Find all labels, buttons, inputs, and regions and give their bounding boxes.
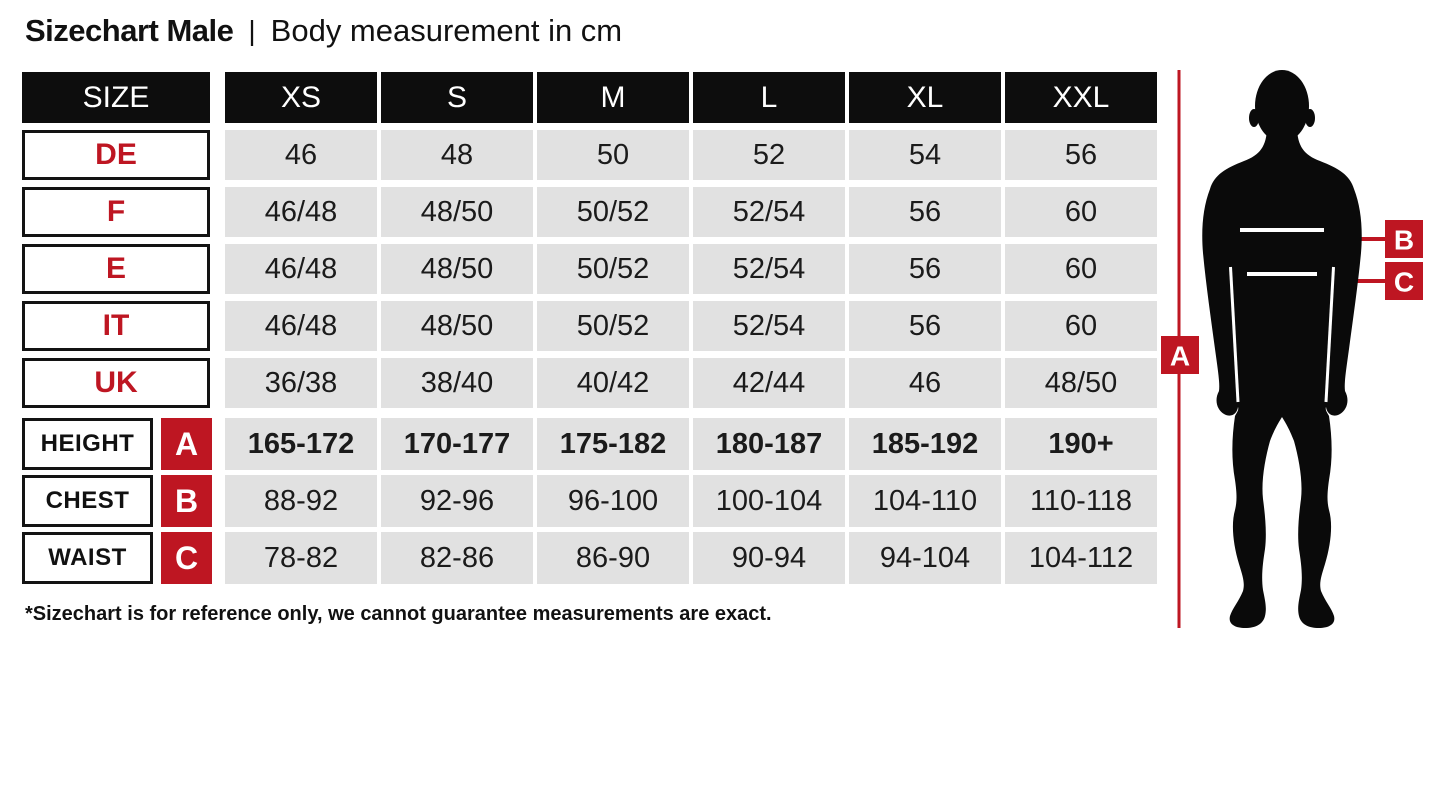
row-label-height: HEIGHT <box>22 418 153 470</box>
cell-e-m: 50/52 <box>537 244 689 294</box>
figure-label-c: C <box>1393 266 1415 298</box>
cell-f-m: 50/52 <box>537 187 689 237</box>
cell-e-xl: 56 <box>849 244 1001 294</box>
sizechart-table <box>22 72 1157 589</box>
table-row-height <box>22 418 1157 470</box>
body-shape <box>1202 70 1361 628</box>
cell-de-xl: 54 <box>849 130 1001 180</box>
cell-de-m: 50 <box>537 130 689 180</box>
cell-f-l: 52/54 <box>693 187 845 237</box>
cell-uk-m: 40/42 <box>537 358 689 408</box>
table-row-de <box>22 130 1157 180</box>
cell-de-xxl: 56 <box>1005 130 1157 180</box>
cell-it-s: 48/50 <box>381 301 533 351</box>
page-title <box>25 13 622 49</box>
figure-label-a: A <box>1169 340 1191 372</box>
table-row-uk <box>22 358 1157 408</box>
cell-waist-xs: 78-82 <box>225 532 377 584</box>
cell-it-xl: 56 <box>849 301 1001 351</box>
cell-chest-s: 92-96 <box>381 475 533 527</box>
right-ear <box>1305 109 1315 127</box>
row-label-de: DE <box>22 130 210 180</box>
cell-chest-m: 96-100 <box>537 475 689 527</box>
cell-de-s: 48 <box>381 130 533 180</box>
cell-e-s: 48/50 <box>381 244 533 294</box>
cell-uk-l: 42/44 <box>693 358 845 408</box>
header-xs: XS <box>225 72 377 123</box>
cell-uk-xl: 46 <box>849 358 1001 408</box>
table-row-e <box>22 244 1157 294</box>
header-xxl: XXL <box>1005 72 1157 123</box>
cell-uk-xxl: 48/50 <box>1005 358 1157 408</box>
cell-it-m: 50/52 <box>537 301 689 351</box>
row-label-it: IT <box>22 301 210 351</box>
row-label-e: E <box>22 244 210 294</box>
footnote: *Sizechart is for reference only, we cannot guarantee measurements are exact. <box>25 603 772 625</box>
cell-it-xs: 46/48 <box>225 301 377 351</box>
cell-uk-xs: 36/38 <box>225 358 377 408</box>
title-subtitle: Body measurement in cm <box>270 13 623 48</box>
cell-chest-l: 100-104 <box>693 475 845 527</box>
cell-de-l: 52 <box>693 130 845 180</box>
cell-it-xxl: 60 <box>1005 301 1157 351</box>
left-ear <box>1249 109 1259 127</box>
cell-height-l: 180-187 <box>693 418 845 470</box>
cell-f-xl: 56 <box>849 187 1001 237</box>
table-row-f <box>22 187 1157 237</box>
torso-arms-legs <box>1202 126 1361 628</box>
cell-de-xs: 46 <box>225 130 377 180</box>
cell-waist-s: 82-86 <box>381 532 533 584</box>
cell-f-s: 48/50 <box>381 187 533 237</box>
table-row-it <box>22 301 1157 351</box>
row-label-waist: WAIST <box>22 532 153 584</box>
row-label-f: F <box>22 187 210 237</box>
row-label-chest: CHEST <box>22 475 153 527</box>
header-l: L <box>693 72 845 123</box>
chest-letter-badge: B <box>161 475 212 527</box>
header-xl: XL <box>849 72 1001 123</box>
cell-height-s: 170-177 <box>381 418 533 470</box>
figure-label-b: B <box>1393 224 1415 256</box>
cell-chest-xxl: 110-118 <box>1005 475 1157 527</box>
cell-f-xxl: 60 <box>1005 187 1157 237</box>
table-row-waist <box>22 532 1157 584</box>
cell-it-l: 52/54 <box>693 301 845 351</box>
row-label-uk: UK <box>22 358 210 408</box>
header-row <box>22 72 1157 123</box>
cell-chest-xl: 104-110 <box>849 475 1001 527</box>
table-row-chest <box>22 475 1157 527</box>
cell-height-xs: 165-172 <box>225 418 377 470</box>
title-main: Sizechart Male <box>25 13 234 48</box>
cell-waist-m: 86-90 <box>537 532 689 584</box>
cell-f-xs: 46/48 <box>225 187 377 237</box>
cell-height-m: 175-182 <box>537 418 689 470</box>
cell-height-xxl: 190+ <box>1005 418 1157 470</box>
cell-e-xxl: 60 <box>1005 244 1157 294</box>
header-s: S <box>381 72 533 123</box>
cell-waist-l: 90-94 <box>693 532 845 584</box>
cell-waist-xl: 94-104 <box>849 532 1001 584</box>
title-separator: | <box>248 15 256 46</box>
cell-e-l: 52/54 <box>693 244 845 294</box>
waist-letter-badge: C <box>161 532 212 584</box>
header-size: SIZE <box>22 72 210 123</box>
cell-chest-xs: 88-92 <box>225 475 377 527</box>
cell-waist-xxl: 104-112 <box>1005 532 1157 584</box>
header-m: M <box>537 72 689 123</box>
cell-uk-s: 38/40 <box>381 358 533 408</box>
male-body-silhouette <box>1155 62 1441 637</box>
cell-e-xs: 46/48 <box>225 244 377 294</box>
height-letter-badge: A <box>161 418 212 470</box>
cell-height-xl: 185-192 <box>849 418 1001 470</box>
